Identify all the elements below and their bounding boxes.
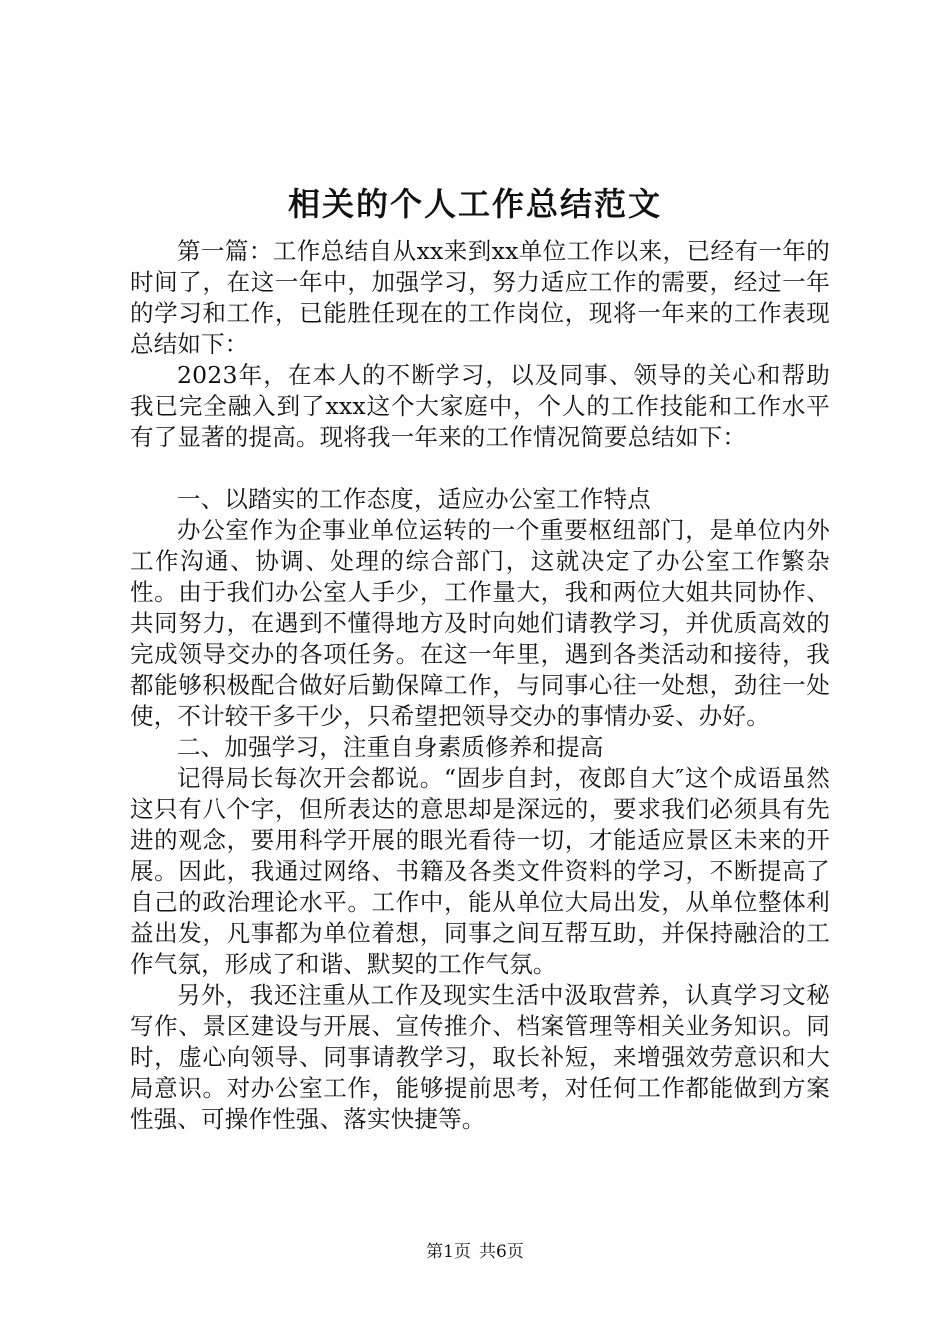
paragraph-section-1: 办公室作为企事业单位运转的一个重要枢纽部门，是单位内外工作沟通、协调、处理的综合部门，这就决定了办公室工作繁杂性。由于我们办公室人手少，工作量大，我和两位大姐共同协作、共同努力，在遇到不懂得地方及时向她们请教学习，并优质高效的完成领导交办的各项任务。在这一年里，遇到各类活动和接待，我都能够积极配合做好后勤保障工作，与同事心往一处想，劲往一处使，不计较干多干少，只希望把领导交办的事情办妥、办好。 — [130, 516, 830, 730]
document-title: 相关的个人工作总结范文 — [287, 185, 662, 223]
paragraph-summary: 2023年，在本人的不断学习，以及同事、领导的关心和帮助我已完全融入到了xxx这个大家庭中，个人的工作技能和工作水平有了显著的提高。现将我一年来的工作情况简要总结如下： — [130, 361, 830, 451]
page-footer — [0, 1240, 950, 1264]
document-body — [130, 236, 830, 1135]
paragraph-intro: 第一篇：工作总结自从xx来到xx单位工作以来，已经有一年的时间了，在这一年中，加强学习，努力适应工作的需要，经过一年的学习和工作，已能胜任现在的工作岗位，现将一年来的工作表现总结如下： — [130, 237, 830, 358]
section-heading-2: 二、加强学习，注重自身素质修养和提高 — [177, 733, 604, 761]
page-number: 第1页 — [426, 1242, 471, 1262]
page-total: 共6页 — [479, 1242, 524, 1262]
blank-line — [130, 453, 830, 484]
paragraph-section-2-extra: 另外，我还注重从工作及现实生活中汲取营养，认真学习文秘写作、景区建设与开展、宣传推介、档案管理等相关业务知识。同时，虚心向领导、同事请教学习，取长补短，来增强效劳意识和大局意识。对办公室工作，能够提前思考，对任何工作都能做到方案性强、可操作性强、落实快捷等。 — [130, 981, 830, 1133]
section-heading-1: 一、以踏实的工作态度，适应办公室工作特点 — [177, 485, 651, 513]
paragraph-section-2: 记得局长每次开会都说。“固步自封，夜郎自大″这个成语虽然这只有八个字，但所表达的意思却是深远的，要求我们必须具有先进的观念，要用科学开展的眼光看待一切，才能适应景区未来的开展。因此，我通过网络、书籍及各类文件资料的学习，不断提高了自己的政治理论水平。工作中，能从单位大局出发，从单位整体利益出发，凡事都为单位着想，同事之间互帮互助，并保持融洽的工作气氛，形成了和谐、默契的工作气氛。 — [130, 764, 830, 978]
